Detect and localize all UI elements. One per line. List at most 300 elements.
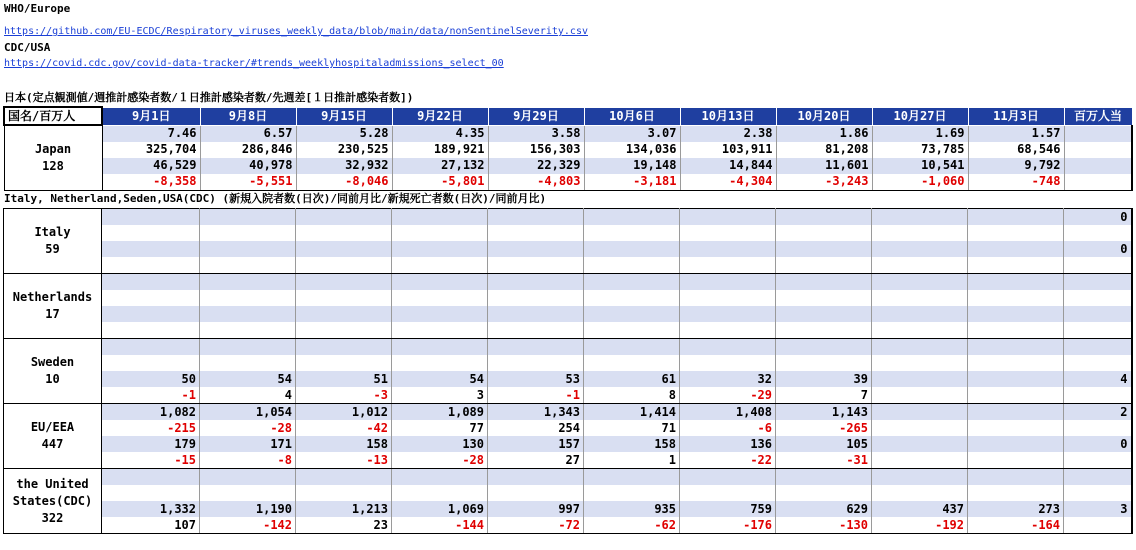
value-cell: 40,978	[200, 158, 296, 174]
value-cell: 105	[776, 436, 872, 452]
value-cell: 935	[584, 501, 680, 517]
value-cell: -28	[200, 420, 296, 436]
table-row	[4, 306, 1132, 322]
value-cell	[200, 241, 296, 257]
value-cell	[296, 225, 392, 241]
value-cell	[968, 469, 1064, 486]
date-header: 9月29日	[488, 107, 584, 125]
value-cell	[200, 322, 296, 339]
value-cell: 1,054	[200, 404, 296, 421]
per-million-cell	[1064, 420, 1132, 436]
value-cell	[584, 257, 680, 274]
value-cell	[968, 404, 1064, 421]
value-cell	[872, 322, 968, 339]
value-cell: 19,148	[584, 158, 680, 174]
value-cell	[296, 485, 392, 501]
per-million-cell: 0	[1064, 241, 1132, 257]
value-cell: 1,143	[776, 404, 872, 421]
table-row	[4, 322, 1132, 339]
per-million-cell	[1064, 274, 1132, 291]
date-header: 9月1日	[102, 107, 200, 125]
country-name: EU/EEA	[30, 420, 75, 434]
value-cell	[680, 274, 776, 291]
value-cell: -192	[872, 517, 968, 534]
value-cell	[392, 469, 488, 486]
value-cell	[680, 257, 776, 274]
others-section-title: Italy, Netherland,Seden,USA(CDC) (新規入院者数(日次)/同前月比/新規死亡者数(日次)/同前月比)	[4, 192, 547, 205]
value-cell	[296, 241, 392, 257]
value-cell	[584, 209, 680, 226]
value-cell: 61	[584, 371, 680, 387]
value-cell	[872, 306, 968, 322]
value-cell: 134,036	[584, 142, 680, 158]
value-cell	[296, 209, 392, 226]
value-cell: 189,921	[392, 142, 488, 158]
value-cell	[968, 387, 1064, 404]
value-cell: 32,932	[296, 158, 392, 174]
value-cell: 171	[200, 436, 296, 452]
value-cell: 5.28	[296, 125, 392, 142]
value-cell	[296, 274, 392, 291]
value-cell	[968, 452, 1064, 469]
who-europe-link[interactable]: https://github.com/EU-ECDC/Respiratory_viruses_weekly_data/blob/main/data/nonSentinelSeverity.csv	[4, 26, 588, 37]
value-cell	[968, 322, 1064, 339]
country-population: 59	[45, 242, 60, 256]
value-cell: 32	[680, 371, 776, 387]
header-row	[4, 107, 1132, 125]
table-row	[4, 125, 1132, 142]
value-cell	[102, 469, 200, 486]
value-cell	[392, 257, 488, 274]
value-cell	[200, 469, 296, 486]
value-cell: -176	[680, 517, 776, 534]
who-europe-label: WHO/Europe	[4, 2, 71, 15]
value-cell	[102, 257, 200, 274]
value-cell	[296, 469, 392, 486]
value-cell: 27	[488, 452, 584, 469]
value-cell	[680, 225, 776, 241]
value-cell: 7.46	[102, 125, 200, 142]
value-cell: -3,243	[776, 174, 872, 191]
table-row	[4, 257, 1132, 274]
value-cell: 1,069	[392, 501, 488, 517]
per-million-cell	[1064, 387, 1132, 404]
country-name: Italy	[34, 225, 71, 239]
value-cell	[488, 290, 584, 306]
value-cell	[776, 469, 872, 486]
value-cell: -31	[776, 452, 872, 469]
value-cell	[968, 339, 1064, 356]
value-cell: -29	[680, 387, 776, 404]
value-cell: 53	[488, 371, 584, 387]
value-cell	[200, 355, 296, 371]
value-cell: 7	[776, 387, 872, 404]
value-cell: 1,012	[296, 404, 392, 421]
value-cell	[584, 469, 680, 486]
date-header: 11月3日	[968, 107, 1064, 125]
value-cell	[872, 485, 968, 501]
per-million-cell	[1064, 225, 1132, 241]
country-name-cell	[4, 469, 102, 534]
value-cell	[584, 339, 680, 356]
value-cell	[296, 355, 392, 371]
table-row	[4, 290, 1132, 306]
country-population: 322	[41, 510, 64, 525]
value-cell: 51	[296, 371, 392, 387]
value-cell	[392, 241, 488, 257]
value-cell: 14,844	[680, 158, 776, 174]
value-cell: -15	[102, 452, 200, 469]
japan-section-title: 日本(定点観測値/週推計感染者数/１日推計感染者数/先週差[１日推計感染者数])	[4, 91, 414, 104]
table-row	[4, 158, 1132, 174]
value-cell	[296, 339, 392, 356]
per-million-header: 百万人当	[1064, 107, 1132, 125]
value-cell	[680, 339, 776, 356]
cdc-usa-label: CDC/USA	[4, 41, 51, 54]
value-cell	[488, 469, 584, 486]
value-cell	[968, 306, 1064, 322]
value-cell: -130	[776, 517, 872, 534]
value-cell	[488, 225, 584, 241]
value-cell: -8	[200, 452, 296, 469]
value-cell: 68,546	[968, 142, 1064, 158]
country-name: the United States(CDC)	[12, 476, 93, 508]
value-cell: 81,208	[776, 142, 872, 158]
value-cell: -144	[392, 517, 488, 534]
value-cell	[296, 306, 392, 322]
value-cell: 158	[296, 436, 392, 452]
value-cell	[872, 290, 968, 306]
value-cell	[872, 371, 968, 387]
value-cell: -215	[102, 420, 200, 436]
value-cell: -6	[680, 420, 776, 436]
value-cell	[872, 420, 968, 436]
value-cell	[102, 306, 200, 322]
table-row	[4, 404, 1132, 421]
value-cell	[488, 306, 584, 322]
value-cell: 39	[776, 371, 872, 387]
per-million-cell	[1064, 174, 1132, 191]
date-header: 10月27日	[872, 107, 968, 125]
value-cell	[200, 290, 296, 306]
value-cell	[102, 485, 200, 501]
value-cell	[776, 355, 872, 371]
value-cell	[392, 355, 488, 371]
value-cell	[968, 257, 1064, 274]
value-cell: -8,358	[102, 174, 200, 191]
value-cell: 1.86	[776, 125, 872, 142]
value-cell	[102, 225, 200, 241]
table-row	[4, 517, 1132, 534]
cdc-usa-link[interactable]: https://covid.cdc.gov/covid-data-tracker/#trends_weeklyhospitaladmissions_select_00	[4, 58, 504, 69]
value-cell: 77	[392, 420, 488, 436]
value-cell: -22	[680, 452, 776, 469]
value-cell: 54	[392, 371, 488, 387]
table-row	[4, 241, 1132, 257]
value-cell: 27,132	[392, 158, 488, 174]
value-cell	[968, 436, 1064, 452]
value-cell	[392, 322, 488, 339]
value-cell	[488, 485, 584, 501]
value-cell	[200, 274, 296, 291]
table-row	[4, 174, 1132, 191]
table-row	[4, 452, 1132, 469]
value-cell: 286,846	[200, 142, 296, 158]
value-cell	[872, 209, 968, 226]
value-cell	[488, 355, 584, 371]
value-cell	[488, 241, 584, 257]
value-cell	[776, 485, 872, 501]
date-header: 9月15日	[296, 107, 392, 125]
value-cell	[392, 306, 488, 322]
value-cell	[102, 322, 200, 339]
country-name-cell	[4, 209, 102, 274]
per-million-cell	[1064, 339, 1132, 356]
per-million-cell	[1064, 306, 1132, 322]
per-million-cell	[1064, 485, 1132, 501]
country-name-cell	[4, 274, 102, 339]
value-cell: 11,601	[776, 158, 872, 174]
table-row	[4, 209, 1132, 226]
per-million-cell	[1064, 322, 1132, 339]
value-cell: 130	[392, 436, 488, 452]
value-cell: 73,785	[872, 142, 968, 158]
value-cell: -1	[102, 387, 200, 404]
value-cell: -28	[392, 452, 488, 469]
value-cell	[584, 355, 680, 371]
value-cell	[584, 241, 680, 257]
value-cell	[776, 257, 872, 274]
value-cell	[872, 241, 968, 257]
value-cell: 325,704	[102, 142, 200, 158]
country-name-cell	[4, 339, 102, 404]
value-cell: 629	[776, 501, 872, 517]
value-cell	[200, 339, 296, 356]
value-cell	[680, 469, 776, 486]
table-row	[4, 274, 1132, 291]
value-cell	[872, 452, 968, 469]
value-cell: -72	[488, 517, 584, 534]
value-cell	[200, 225, 296, 241]
value-cell: -1,060	[872, 174, 968, 191]
value-cell: 156,303	[488, 142, 584, 158]
country-name: Netherlands	[12, 290, 93, 304]
value-cell: 1,408	[680, 404, 776, 421]
value-cell: -42	[296, 420, 392, 436]
value-cell	[392, 290, 488, 306]
value-cell	[392, 339, 488, 356]
value-cell: 1,089	[392, 404, 488, 421]
per-million-cell	[1064, 517, 1132, 534]
value-cell: 4.35	[392, 125, 488, 142]
value-cell: -5,801	[392, 174, 488, 191]
per-million-cell: 3	[1064, 501, 1132, 517]
value-cell: 3.07	[584, 125, 680, 142]
per-million-cell	[1064, 452, 1132, 469]
value-cell: 254	[488, 420, 584, 436]
country-population: 128	[42, 158, 64, 173]
value-cell	[872, 355, 968, 371]
value-cell: -1	[488, 387, 584, 404]
value-cell: 71	[584, 420, 680, 436]
value-cell: 1,332	[102, 501, 200, 517]
table-row	[4, 436, 1132, 452]
value-cell: -4,304	[680, 174, 776, 191]
value-cell: 157	[488, 436, 584, 452]
value-cell: 103,911	[680, 142, 776, 158]
value-cell: -13	[296, 452, 392, 469]
value-cell	[102, 290, 200, 306]
value-cell	[872, 387, 968, 404]
value-cell: 437	[872, 501, 968, 517]
value-cell	[296, 290, 392, 306]
per-million-cell: 2	[1064, 404, 1132, 421]
value-cell	[680, 306, 776, 322]
value-cell	[584, 225, 680, 241]
value-cell	[968, 241, 1064, 257]
value-cell	[776, 339, 872, 356]
table-row	[4, 469, 1132, 486]
value-cell: 4	[200, 387, 296, 404]
per-million-cell	[1064, 290, 1132, 306]
value-cell	[200, 306, 296, 322]
per-million-cell: 0	[1064, 209, 1132, 226]
value-cell	[872, 225, 968, 241]
value-cell: -5,551	[200, 174, 296, 191]
table-row	[4, 142, 1132, 158]
value-cell: -164	[968, 517, 1064, 534]
value-cell: 1,213	[296, 501, 392, 517]
value-cell	[488, 274, 584, 291]
value-cell: 8	[584, 387, 680, 404]
value-cell	[392, 485, 488, 501]
per-million-cell: 0	[1064, 436, 1132, 452]
date-header: 9月22日	[392, 107, 488, 125]
per-million-cell	[1064, 469, 1132, 486]
date-header: 10月20日	[776, 107, 872, 125]
value-cell	[584, 306, 680, 322]
value-cell: 179	[102, 436, 200, 452]
table-row	[4, 371, 1132, 387]
value-cell	[584, 274, 680, 291]
country-population: 447	[41, 437, 64, 451]
value-cell	[872, 339, 968, 356]
value-cell	[968, 225, 1064, 241]
value-cell: 3	[392, 387, 488, 404]
date-header: 9月8日	[200, 107, 296, 125]
per-million-cell	[1064, 355, 1132, 371]
value-cell: 23	[296, 517, 392, 534]
value-cell	[872, 436, 968, 452]
value-cell	[200, 257, 296, 274]
value-cell: 6.57	[200, 125, 296, 142]
value-cell	[488, 257, 584, 274]
table-row	[4, 339, 1132, 356]
value-cell	[488, 209, 584, 226]
value-cell: 230,525	[296, 142, 392, 158]
value-cell: 1,414	[584, 404, 680, 421]
value-cell	[872, 469, 968, 486]
value-cell	[776, 322, 872, 339]
value-cell	[680, 322, 776, 339]
value-cell	[776, 241, 872, 257]
value-cell	[392, 274, 488, 291]
value-cell: 46,529	[102, 158, 200, 174]
value-cell: -265	[776, 420, 872, 436]
value-cell	[968, 274, 1064, 291]
value-cell	[968, 290, 1064, 306]
value-cell	[200, 209, 296, 226]
value-cell: 1	[584, 452, 680, 469]
value-cell: -4,803	[488, 174, 584, 191]
value-cell: 273	[968, 501, 1064, 517]
table-row	[4, 225, 1132, 241]
country-name-cell	[4, 125, 102, 190]
value-cell	[776, 274, 872, 291]
value-cell	[872, 257, 968, 274]
value-cell	[680, 241, 776, 257]
value-cell: 54	[200, 371, 296, 387]
table-row	[4, 420, 1132, 436]
value-cell: 3.58	[488, 125, 584, 142]
value-cell: 1,082	[102, 404, 200, 421]
value-cell	[968, 371, 1064, 387]
value-cell: 1.69	[872, 125, 968, 142]
countries-table	[3, 208, 1133, 534]
value-cell: 22,329	[488, 158, 584, 174]
country-name: Sweden	[30, 355, 75, 369]
value-cell	[776, 306, 872, 322]
value-cell	[488, 339, 584, 356]
value-cell: 759	[680, 501, 776, 517]
value-cell	[102, 274, 200, 291]
value-cell	[776, 290, 872, 306]
value-cell	[776, 225, 872, 241]
per-million-cell	[1064, 142, 1132, 158]
value-cell: 136	[680, 436, 776, 452]
value-cell: -142	[200, 517, 296, 534]
value-cell: -748	[968, 174, 1064, 191]
value-cell	[102, 355, 200, 371]
per-million-cell	[1064, 125, 1132, 142]
value-cell	[584, 322, 680, 339]
value-cell: -8,046	[296, 174, 392, 191]
value-cell	[392, 225, 488, 241]
value-cell: 997	[488, 501, 584, 517]
table-row	[4, 501, 1132, 517]
value-cell: -3,181	[584, 174, 680, 191]
table-row	[4, 355, 1132, 371]
value-cell	[584, 485, 680, 501]
country-name-cell	[4, 404, 102, 469]
date-header: 10月6日	[584, 107, 680, 125]
value-cell: 50	[102, 371, 200, 387]
table-row	[4, 387, 1132, 404]
country-population: 10	[45, 372, 60, 386]
value-cell: 1,190	[200, 501, 296, 517]
value-cell	[488, 322, 584, 339]
value-cell	[200, 485, 296, 501]
value-cell	[680, 355, 776, 371]
value-cell	[296, 257, 392, 274]
value-cell	[968, 209, 1064, 226]
value-cell: 107	[102, 517, 200, 534]
value-cell: 1,343	[488, 404, 584, 421]
date-header: 10月13日	[680, 107, 776, 125]
value-cell	[680, 209, 776, 226]
value-cell	[680, 290, 776, 306]
value-cell: -3	[296, 387, 392, 404]
